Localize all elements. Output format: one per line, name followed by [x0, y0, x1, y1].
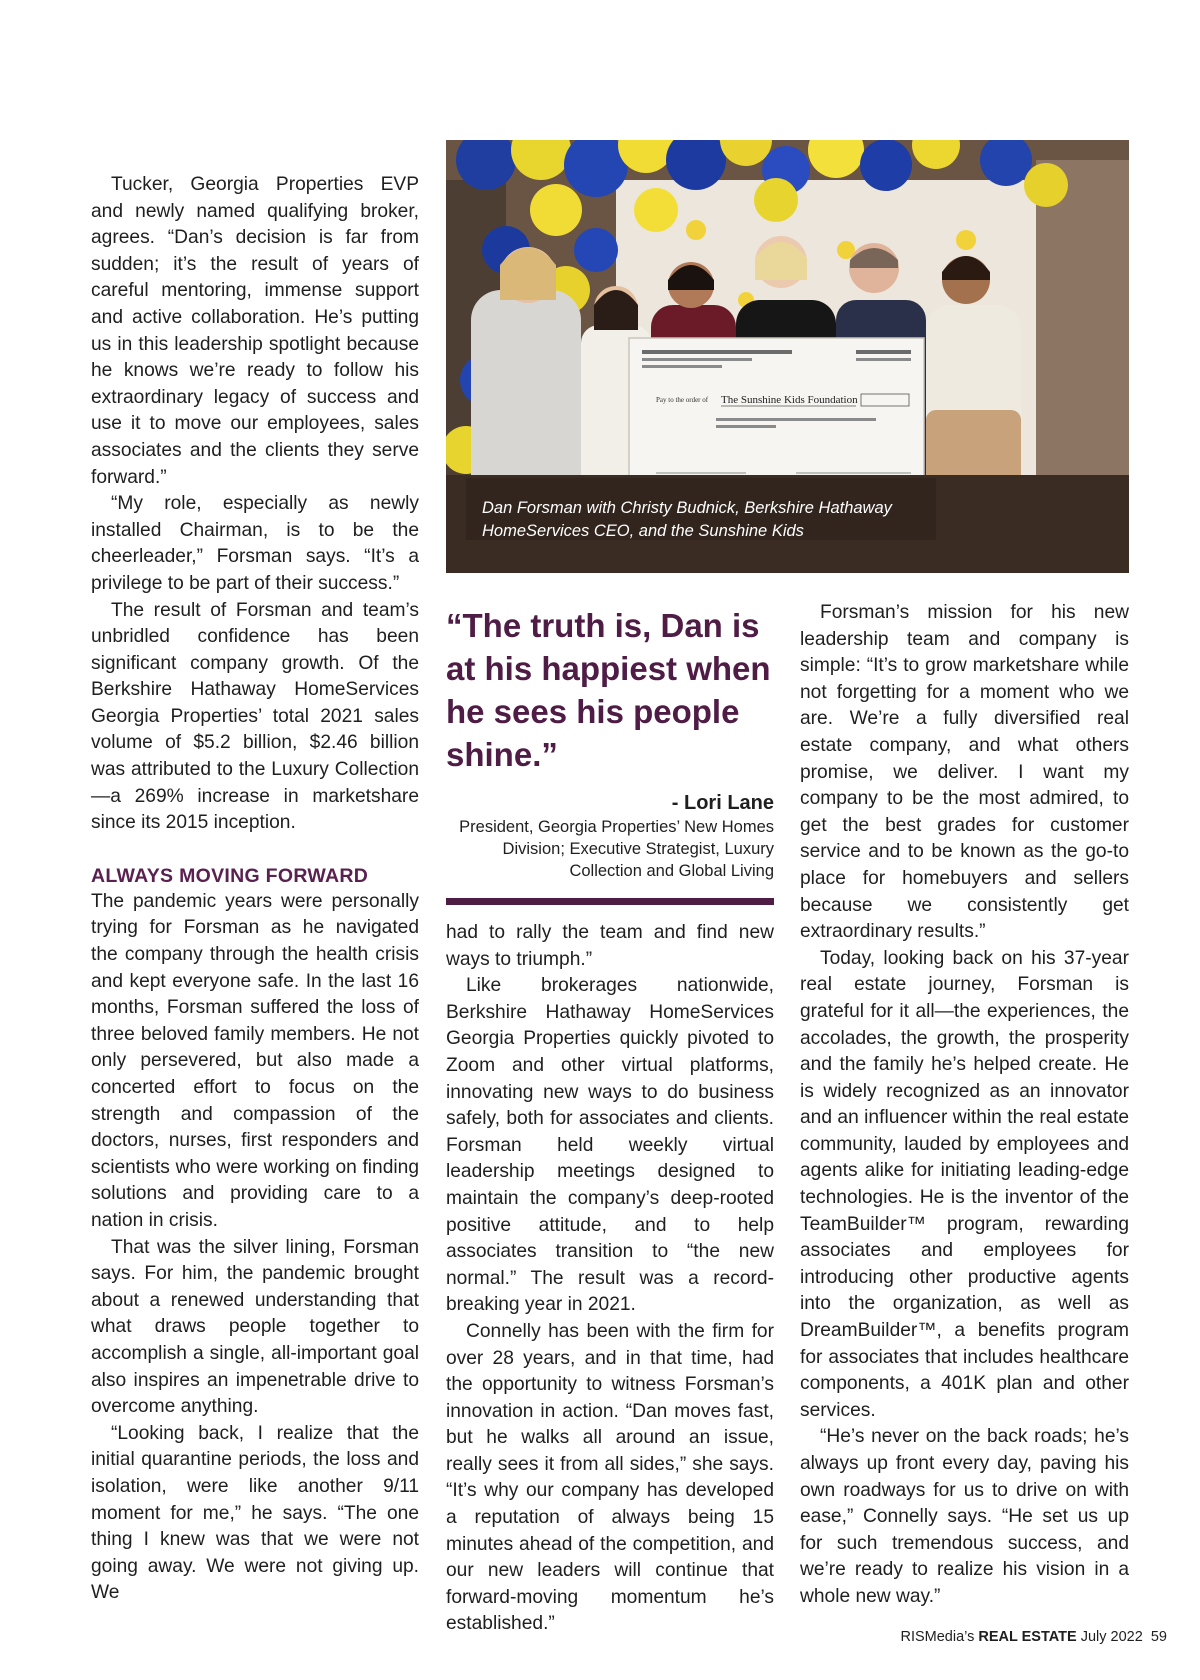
- page-footer: [900, 1628, 1167, 1646]
- article-column-1: [91, 172, 419, 1607]
- pull-quote: “The truth is, Dan is at his happiest when he sees his people shine.”: [446, 607, 771, 773]
- paragraph: Connelly has been with the firm for over 28 years, and in that time, had the opportunity to witness Forsman’s innovation in action. “Dan moves fast, but he walks all around an issue, really sees it from all sides,” she says. “It’s why our company has developed a reputation of always being 15 minutes ahead of the competition, and our new leaders will continue that forward-moving momentum he’s established.”: [446, 1320, 774, 1635]
- paragraph: Tucker, Georgia Properties EVP and newly named qualifying broker, agrees. “Dan’s decision is far from sudden; it’s the result of years of careful mentoring, immense support and active collaboration. He’s putting us in this leadership spotlight because he knows we’re ready to follow his extraordinary legacy of success and use it to move our employees, sales associates and the clients they serve forward.”: [91, 174, 419, 488]
- check-payee: The Sunshine Kids Foundation: [721, 394, 858, 406]
- paragraph: “My role, especially as newly installed Chairman, is to be the cheerleader,” Forsman says. “It’s a privilege to be part of their success.”: [91, 493, 419, 594]
- publication-prefix: RISMedia’s: [900, 1629, 975, 1645]
- publication-name: REAL ESTATE: [978, 1629, 1077, 1645]
- pull-quote-name: - Lori Lane: [671, 792, 774, 814]
- paragraph: “He’s never on the back roads; he’s always up front every day, paving his own roadways for us to drive on with ease,” Connelly says. “He set us up for such tremendous success, and we’re ready to realize his vision in a whole new way.”: [800, 1426, 1129, 1607]
- svg-text:Pay to the order of: Pay to the order of: [656, 396, 709, 404]
- article-column-2: [446, 920, 774, 1638]
- page-number: 59: [1150, 1629, 1167, 1645]
- paragraph: had to rally the team and find new ways to triumph.”: [446, 922, 774, 970]
- paragraph: The pandemic years were personally trying for Forsman as he navigated the company through the health crisis and kept everyone safe. In the last 16 months, Forsman suffered the loss of three beloved family members. He not only persevered, but also made a concerted effort to focus on the strength and compassion of the doctors, nurses, first responders and scientists who were working on finding solutions and providing care to a nation in crisis.: [91, 890, 419, 1231]
- article-column-3: [800, 600, 1129, 1611]
- paragraph: Today, looking back on his 37-year real estate journey, Forsman is grateful for it all—the experiences, the accolades, the growth, the prosperity and the family he’s helped create. He is widely recognized as an innovator and an influencer within the real estate community, lauded by employees and agents alike for initiating leading-edge technologies. He is the inventor of the TeamBuilder™ program, rewarding associates and employees for introducing other productive agents into the organization, as well as DreamBuilder™, a benefits program for associates that includes healthcare components, a 401K plan and other services.: [800, 947, 1129, 1421]
- event-photo: [446, 140, 1129, 573]
- pull-quote-attribution: [446, 790, 774, 882]
- pull-quote-title: President, Georgia Properties’ New Homes Division; Executive Strategist, Luxury Collection and Global Living: [459, 818, 774, 880]
- photo-caption: Dan Forsman with Christy Budnick, Berkshire Hathaway HomeServices CEO, and the Sunshine Kids: [482, 499, 892, 540]
- pull-quote-rule: [446, 898, 774, 905]
- paragraph: That was the silver lining, Forsman says. For him, the pandemic brought about a renewed understanding that what draws people together to accomplish a single, all-important goal also inspires an impenetrable drive to overcome anything.: [91, 1236, 419, 1418]
- paragraph: Forsman’s mission for his new leadership team and company is simple: “It’s to grow marketshare while not forgetting for a moment who we are. We’re a fully diversified real estate company, and what others promise, we deliver. I want my company to be the most admired, to get the best grades for customer service and to be known as the go-to place for homebuyers and sellers because we consistently get extraordinary results.”: [800, 602, 1129, 943]
- paragraph: “Looking back, I realize that the initial quarantine periods, the loss and isolation, were like another 9/11 moment for me,” he says. “The one thing I knew was that we were not going away. We were not giving up. We: [91, 1422, 419, 1604]
- section-subhead: ALWAYS MOVING FORWARD: [91, 864, 369, 887]
- issue-date: July 2022: [1080, 1629, 1143, 1645]
- paragraph: The result of Forsman and team’s unbridled confidence has been significant company growth. Of the Berkshire Hathaway HomeServices Georgia Properties’ total 2021 sales volume of $5.2 billion, $2.46 billion was attributed to the Luxury Collection—a 269% increase in marketshare since its 2015 inception.: [91, 599, 419, 834]
- paragraph: Like brokerages nationwide, Berkshire Hathaway HomeServices Georgia Properties quickly pivoted to Zoom and other virtual platforms, innovating new ways to do business safely, both for associates and clients. Forsman held weekly virtual leadership meetings designed to maintain the company’s deep-rooted positive attitude, and to help associates transition to “the new normal.” The result was a record-breaking year in 2021.: [446, 975, 774, 1316]
